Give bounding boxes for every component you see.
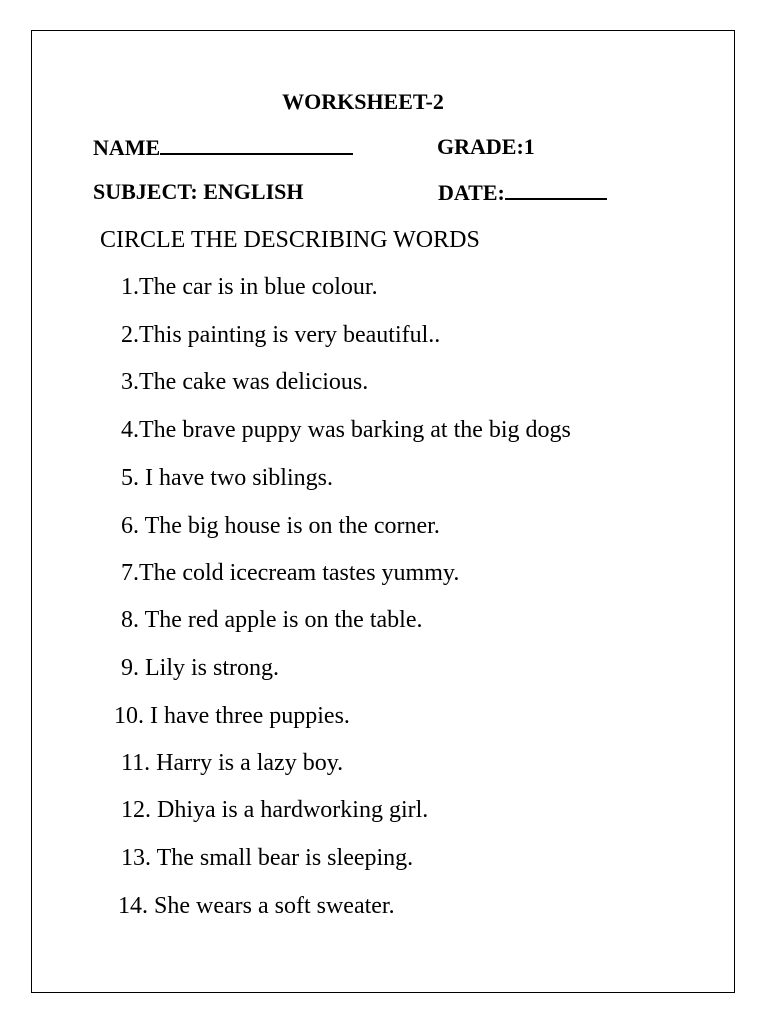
- name-blank-line: [160, 133, 353, 155]
- instruction-text: CIRCLE THE DESCRIBING WORDS: [100, 227, 480, 253]
- date-blank-line: [505, 178, 607, 200]
- worksheet-title: WORKSHEET-2: [282, 89, 444, 114]
- question-item: 7.The cold icecream tastes yummy.: [121, 560, 460, 586]
- question-item: 11. Harry is a lazy boy.: [121, 750, 344, 776]
- grade-label: GRADE:1: [437, 134, 535, 159]
- name-label: NAME: [93, 135, 161, 160]
- question-item: 6. The big house is on the corner.: [121, 513, 440, 539]
- question-item: 5. I have two siblings.: [121, 465, 333, 491]
- question-item: 4.The brave puppy was barking at the big dogs: [121, 417, 571, 443]
- question-item: 10. I have three puppies.: [114, 703, 350, 729]
- name-field: [93, 133, 353, 162]
- question-item: 3.The cake was delicious.: [121, 369, 369, 395]
- question-item: 9. Lily is strong.: [121, 655, 280, 681]
- question-item: 14. She wears a soft sweater.: [118, 893, 395, 919]
- date-label: DATE:: [438, 180, 505, 205]
- question-item: 1.The car is in blue colour.: [121, 274, 378, 300]
- date-field: [438, 178, 607, 207]
- question-item: 8. The red apple is on the table.: [121, 607, 423, 633]
- question-item: 12. Dhiya is a hardworking girl.: [121, 797, 429, 823]
- subject-label: SUBJECT: ENGLISH: [93, 179, 304, 204]
- question-item: 13. The small bear is sleeping.: [121, 845, 414, 871]
- question-item: 2.This painting is very beautiful..: [121, 322, 441, 348]
